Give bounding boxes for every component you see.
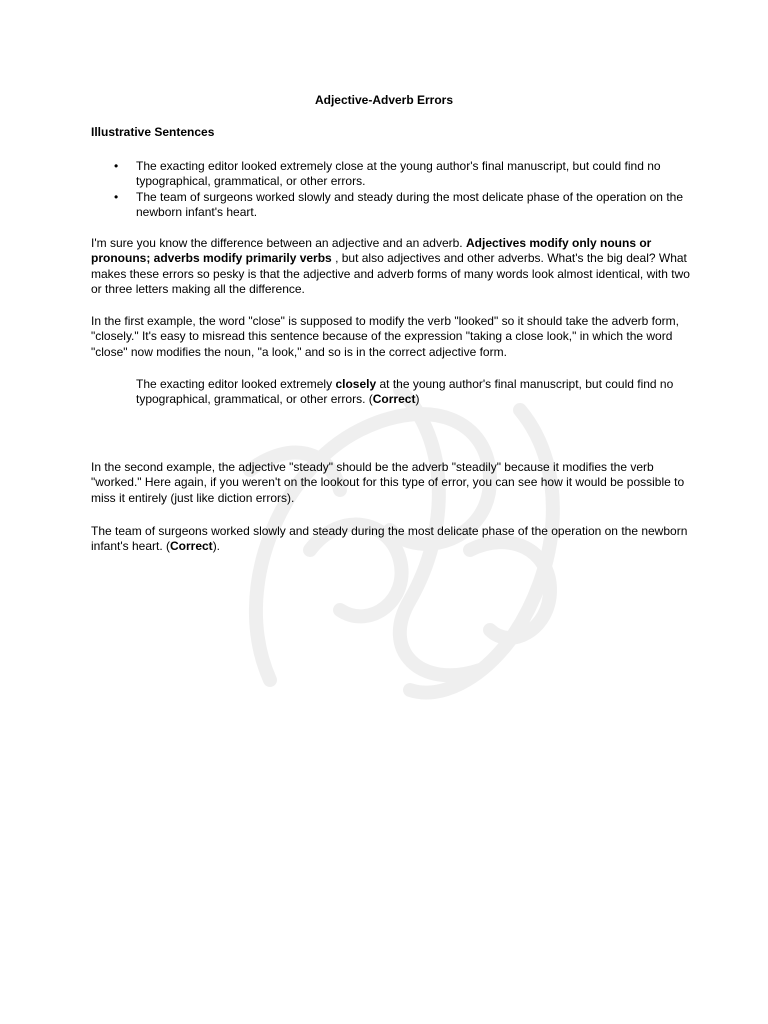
list-item <box>91 190 691 221</box>
paragraph-bold-rule: Adjectives modify only nouns or pronouns; adverbs modify primarily verbs <box>91 236 652 266</box>
paragraph-second-example: In the second example, the adjective "steady" should be the adverb "steadily" because it modifies the verb "worked." Here again, if you weren't on the lookout for this type of error, you can see how it would be possible to miss it entirely (just like diction errors). <box>91 460 685 505</box>
example-text: at the young author's final manuscript, but could find no typographical, grammatical, or other errors. ( <box>136 377 674 407</box>
example-text: The team of surgeons worked slowly and steady during the most delicate phase of the operation on the newborn infant's heart. ( <box>91 524 688 554</box>
list-item <box>91 159 691 190</box>
correct-label: Correct <box>372 392 416 407</box>
corrected-example-2 <box>91 524 691 555</box>
illustrative-sentences-list <box>91 159 691 221</box>
paragraph-difference <box>91 236 691 298</box>
paragraph-text: I'm sure you know the difference between an adjective and an adverb. <box>91 236 466 250</box>
example-text: ) <box>415 392 420 407</box>
list-item-text: The exacting editor looked extremely close at the young author's final manuscript, but could find no typographical, grammatical, or other errors. <box>136 159 661 189</box>
paragraph-text: , but also adjectives and other adverbs. What's the big deal? What makes these errors so pesky is that the adjective and adverb forms of many words look almost identical, with two or three letters making all the difference. <box>91 251 690 297</box>
document-title: Adjective-Adverb Errors <box>314 93 454 107</box>
list-item-text: The team of surgeons worked slowly and steady during the most delicate phase of the operation on the newborn infant's heart. <box>136 189 683 220</box>
example-text: The exacting editor looked extremely <box>136 377 336 391</box>
example-text: ). <box>212 539 221 554</box>
corrected-example-1 <box>136 377 676 408</box>
bullet-icon: • <box>114 159 119 173</box>
example-bold-word: closely <box>335 377 377 391</box>
paragraph-first-example: In the first example, the word "close" is supposed to modify the verb "looked" so it should take the adverb form, "closely." It's easy to misread this sentence because of the expression "taking a close look," in which the word "close" now modifies the noun, "a look," and so is in the correct adjective form. <box>91 314 680 359</box>
bullet-icon: • <box>114 189 119 204</box>
correct-label: Correct <box>170 539 213 554</box>
section-subheading: Illustrative Sentences <box>91 125 215 139</box>
